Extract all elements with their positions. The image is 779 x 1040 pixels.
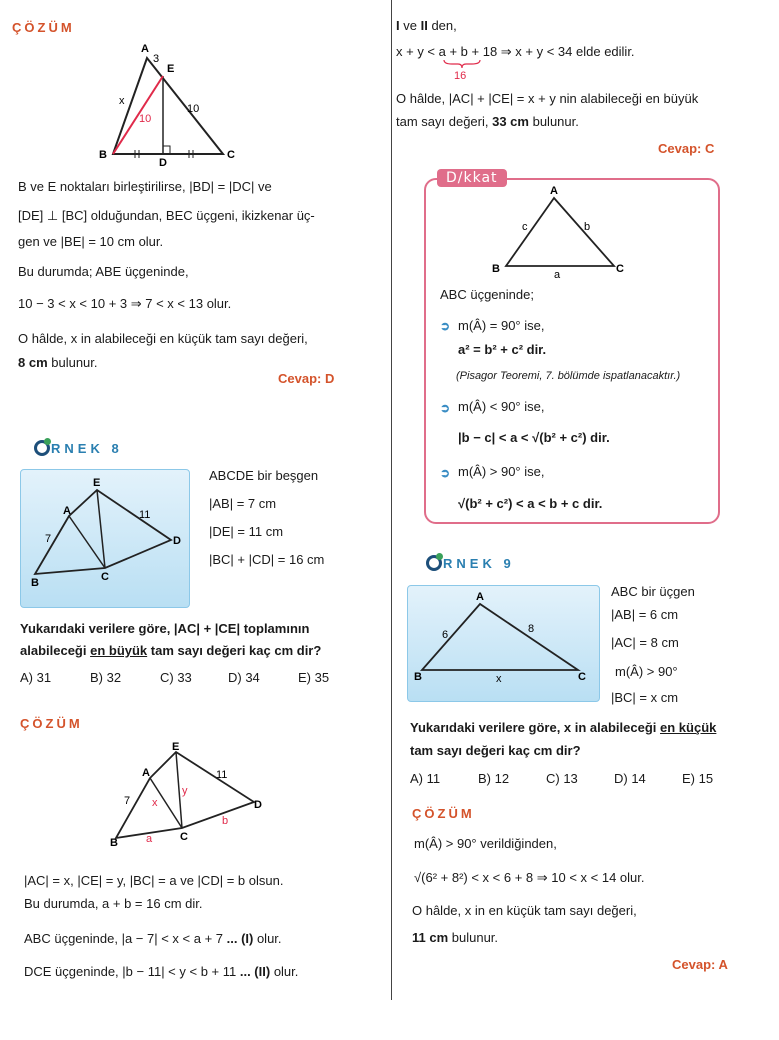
option-d[interactable]: D) 14 [614,771,646,786]
solution-1-line-7: 8 cm bulunur. [18,355,98,370]
label-C: C [616,263,624,275]
label-10: 10 [187,103,200,115]
solution-2-line-1: |AC| = x, |CE| = y, |BC| = a ve |CD| = b olsun. [24,873,284,888]
cont-line-2: x + y < a + b + 18 ⇒ x + y < 34 elde edilir. [396,44,635,59]
label-x: x [496,673,502,685]
label-a: a [146,833,153,845]
given-8-3: |DE| = 11 cm [209,524,284,539]
example-9-figure-box [407,585,600,702]
label-b: b [222,815,229,827]
example-9-title: RNEK 9 [426,555,515,572]
attention-case-1: m(Â) = 90° ise, [458,318,545,333]
question-9-line-1: Yukarıdaki verilere göre, x in alabileceği en küçük [410,720,717,735]
solution-3-line-3: O hâlde, x in en küçük tam sayı değeri, [412,903,637,918]
arrow-bullet-icon: ➲ [440,319,451,333]
label-B: B [414,671,422,683]
option-e[interactable]: E) 15 [682,771,714,786]
question-8-line-2: alabileceği en büyük tam sayı değeri kaç cm dir? [20,643,322,658]
attention-note: (Pisagor Teoremi, 7. bölümde ispatlanacaktır.) [456,370,681,382]
option-e[interactable]: E) 35 [298,670,330,685]
attention-intro: ABC üçgeninde; [440,287,534,302]
cont-line-1: I ve II den, [396,18,457,33]
label-x: x [152,797,158,809]
option-a[interactable]: A) 31 [20,670,52,685]
attention-case-2: m(Â) < 90° ise, [458,399,545,414]
attention-tag: D/kkat [437,169,507,187]
question-9-line-2: tam sayı değeri kaç cm dir? [410,743,581,758]
label-y: y [182,785,188,797]
solution-header-2: ÇÖZÜM [20,716,83,731]
solution-header-3: ÇÖZÜM [412,806,475,821]
label-D: D [254,799,262,811]
label-b: b [584,221,591,233]
attention-case-1-result: a² = b² + c² dir. [458,342,547,357]
label-E: E [93,477,101,489]
pentagon-figure [21,470,189,607]
answer-2: Cevap: C [658,141,715,156]
label-C: C [101,571,109,583]
option-c[interactable]: C) 13 [546,771,578,786]
label-D: D [173,535,181,547]
label-10-red: 10 [139,113,152,125]
question-8-line-1: Yukarıdaki verilere göre, |AC| + |CE| toplamının [20,621,310,636]
brace-value: 16 [454,70,467,82]
label-C: C [227,149,235,161]
label-B: B [110,837,118,849]
solution-1-line-3: gen ve |BE| = 10 cm olur. [18,234,164,249]
solution-2-line-4: DCE üçgeninde, |b − 11| < y < b + 11 ... (II) olur. [24,964,299,979]
label-A: A [141,43,149,55]
label-E: E [167,63,175,75]
solution-3-line-4: 11 cm bulunur. [412,930,499,945]
arrow-bullet-icon: ➲ [440,401,451,415]
label-a: a [554,269,561,280]
option-b[interactable]: B) 32 [90,670,122,685]
given-8-4: |BC| + |CD| = 16 cm [209,552,325,567]
label-C: C [180,831,188,843]
option-a[interactable]: A) 11 [410,771,441,786]
label-11: 11 [139,509,151,521]
label-7: 7 [45,533,52,545]
solution-1-line-1: B ve E noktaları birleştirilirse, |BD| = |DC| ve [18,179,272,194]
example-logo-icon [34,440,50,456]
label-A: A [63,505,71,517]
triangle-figure-1 [95,38,245,168]
given-9-4: m(Â) > 90° [615,664,678,679]
solution-3-line-2: √(6² + 8²) < x < 6 + 8 ⇒ 10 < x < 14 olur. [414,870,645,885]
example-8-title: RNEK 8 [34,440,123,457]
solution-1-line-5: 10 − 3 < x < 10 + 3 ⇒ 7 < x < 13 olur. [18,296,232,311]
given-8-1: ABCDE bir beşgen [209,468,319,483]
label-A: A [550,185,558,197]
solution-1-line-4: Bu durumda; ABE üçgeninde, [18,264,189,279]
label-8: 8 [528,623,535,635]
column-divider [391,0,392,1000]
given-9-5: |BC| = x cm [611,690,679,705]
given-9-3: |AC| = 8 cm [611,635,679,650]
solution-header-1: ÇÖZÜM [12,20,75,35]
option-c[interactable]: C) 33 [160,670,192,685]
label-c: c [522,221,528,233]
attention-case-3-result: √(b² + c²) < a < b + c dir. [458,496,603,511]
label-A: A [142,767,150,779]
solution-2-line-3: ABC üçgeninde, |a − 7| < x < a + 7 ... (I) olur. [24,931,282,946]
option-b[interactable]: B) 12 [478,771,510,786]
solution-1-line-6: O hâlde, x in alabileceği en küçük tam sayı değeri, [18,331,308,346]
attention-case-2-result: |b − c| < a < √(b² + c²) dir. [458,430,610,445]
label-D: D [159,157,167,168]
example-logo-icon [426,555,442,571]
example-8-figure-box [20,469,190,608]
label-E: E [172,741,180,753]
solution-2-line-2: Bu durumda, a + b = 16 cm dir. [24,896,203,911]
attention-case-3: m(Â) > 90° ise, [458,464,545,479]
label-3: 3 [153,53,160,65]
label-6: 6 [442,629,449,641]
arrow-bullet-icon: ➲ [440,466,451,480]
given-8-2: |AB| = 7 cm [209,496,277,511]
label-B: B [99,149,107,161]
label-B: B [492,263,500,275]
triangle-figure-example-9 [408,586,599,701]
cont-line-4: tam sayı değeri, 33 cm bulunur. [396,114,579,129]
given-9-1: ABC bir üçgen [611,584,695,599]
option-d[interactable]: D) 34 [228,670,260,685]
label-11: 11 [216,769,228,781]
label-C: C [578,671,586,683]
label-A: A [476,591,484,603]
label-B: B [31,577,39,589]
cont-line-3: O hâlde, |AC| + |CE| = x + y nin alabileceği en büyük [396,91,699,106]
triangle-figure-attention [488,184,628,280]
given-9-2: |AB| = 6 cm [611,607,679,622]
solution-1-line-2: [DE] ⊥ [BC] olduğundan, BEC üçgeni, ikizkenar üç- [18,208,315,223]
solution-3-line-1: m(Â) > 90° verildiğinden, [414,836,557,851]
answer-3: Cevap: A [672,957,728,972]
label-x: x [119,95,125,107]
label-7: 7 [124,795,131,807]
answer-1: Cevap: D [278,371,335,386]
pentagon-figure-solution [104,738,274,850]
